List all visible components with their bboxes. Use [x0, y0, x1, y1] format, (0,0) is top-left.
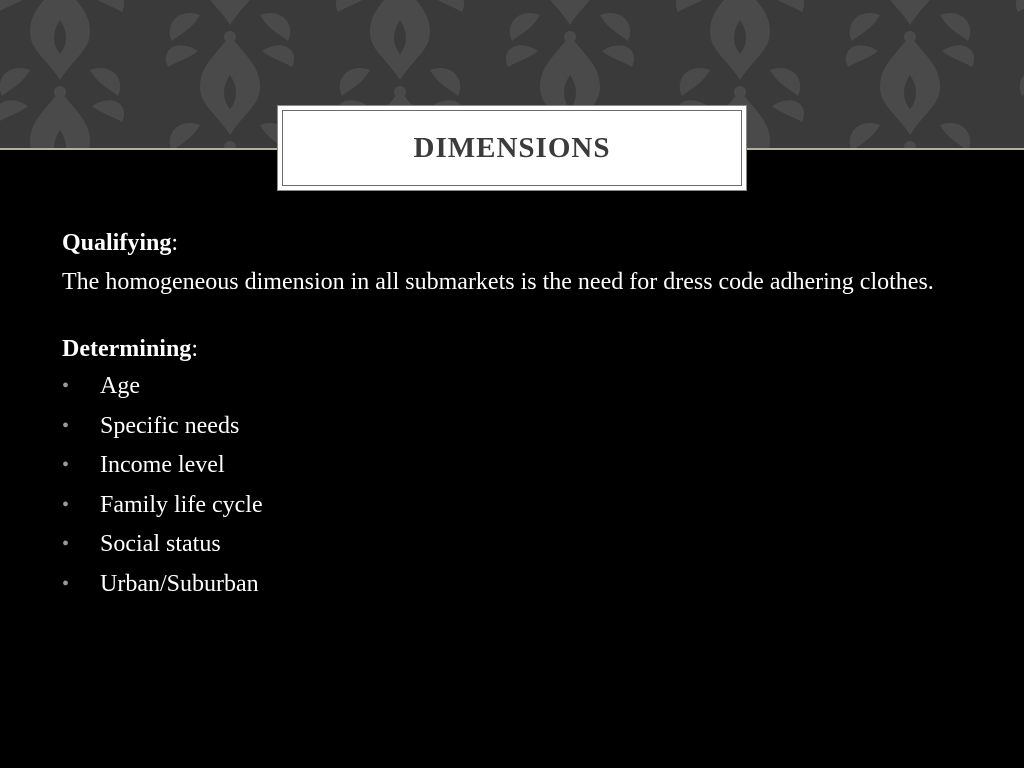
list-item-text: Social status [100, 531, 221, 557]
slide-body [62, 228, 962, 608]
list-item-text: Family life cycle [100, 491, 263, 518]
bullet-icon: • [62, 375, 70, 397]
list-item-text: Urban/Suburban [100, 570, 259, 597]
bullet-icon: • [62, 454, 70, 476]
title-box-frame [282, 110, 742, 186]
bullet-icon: • [62, 533, 70, 555]
bullet-icon: • [62, 414, 70, 437]
determining-label: Determining [62, 336, 192, 362]
list-item [62, 490, 962, 530]
list-item-text: Age [100, 373, 140, 399]
qualifying-colon: : [171, 230, 179, 256]
list-item [62, 450, 962, 490]
bullet-icon: • [62, 572, 70, 595]
qualifying-label: Qualifying [62, 230, 172, 256]
determining-list [62, 371, 962, 608]
list-item [62, 371, 962, 411]
bullet-icon: • [62, 493, 70, 516]
qualifying-heading [62, 228, 962, 259]
list-item [62, 529, 962, 569]
title-box [277, 105, 747, 191]
list-item-text: Specific needs [100, 412, 240, 439]
determining-colon: : [191, 336, 198, 362]
list-item [62, 411, 962, 451]
list-item-text: Income level [100, 452, 225, 478]
list-item [62, 569, 962, 609]
qualifying-text: The homogeneous dimension in all submarkets is the need for dress code adhering clothes. [62, 269, 934, 295]
determining-heading [62, 334, 962, 365]
slide-title: DIMENSIONS [413, 131, 611, 164]
